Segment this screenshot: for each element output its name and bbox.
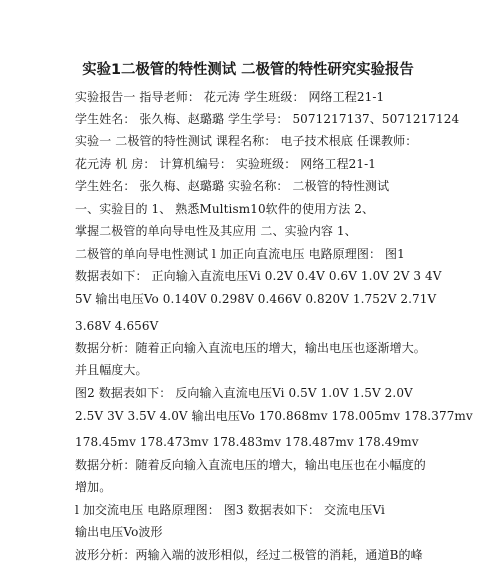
text-line: 图2 数据表如下： 反向输入直流电压Vi 0.5V 1.0V 1.5V 2.0V <box>75 386 413 400</box>
text-line: 5V 输出电压Vo 0.140V 0.298V 0.466V 0.820V 1.752V 2.71V <box>75 292 437 306</box>
text-line: 二极管的单向导电性测试 l 加正向直流电压 电路原理图： 图1 <box>75 247 405 261</box>
text-line: 波形分析：两输入端的波形相似，经过二极管的消耗，通道B的峰 <box>75 548 423 562</box>
text-line: 增加。 <box>75 480 112 494</box>
text-line: 一、实验目的 1、 熟悉Multism10软件的使用方法 2、 <box>75 202 375 216</box>
text-line: 数据表如下： 正向输入直流电压Vi 0.2V 0.4V 0.6V 1.0V 2V 3 4V <box>75 269 442 283</box>
text-line: 实验一 二极管的特性测试 课程名称： 电子技术根底 任课教师： <box>75 134 418 148</box>
document-title: 实验1二极管的特性测试 二极管的特性研究实验报告 <box>82 62 414 78</box>
text-line: 掌握二极管的单向导电性及其应用 二、实验内容 1、 <box>75 224 357 238</box>
text-line: 学生姓名： 张久梅、赵璐璐 实验名称： 二极管的特性测试 <box>75 179 390 193</box>
text-line: 数据分析：随着反向输入直流电压的增大，输出电压也在小幅度的 <box>75 458 426 472</box>
text-line: 178.45mv 178.473mv 178.483mv 178.487mv 178.49mv <box>75 435 419 449</box>
text-line: 花元涛 机 房： 计算机编号： 实验班级： 网络工程21-1 <box>75 157 377 171</box>
text-line: 学生姓名： 张久梅、赵璐璐 学生学号： 5071217137、5071217124 <box>75 112 460 126</box>
text-line: 数据分析：随着正向输入直流电压的增大，输出电压也逐渐增大。 <box>75 341 426 355</box>
text-line: l 加交流电压 电路原理图： 图3 数据表如下： 交流电压Vi <box>75 503 385 517</box>
text-line: 3.68V 4.656V <box>75 319 159 333</box>
text-line: 实验报告一 指导老师： 花元涛 学生班级： 网络工程21-1 <box>75 90 385 104</box>
text-line: 并且幅度大。 <box>75 363 148 377</box>
text-line: 输出电压Vo波形 <box>75 525 163 539</box>
text-line: 2.5V 3V 3.5V 4.0V 输出电压Vo 170.868mv 178.005mv 178.377mv <box>75 409 473 423</box>
